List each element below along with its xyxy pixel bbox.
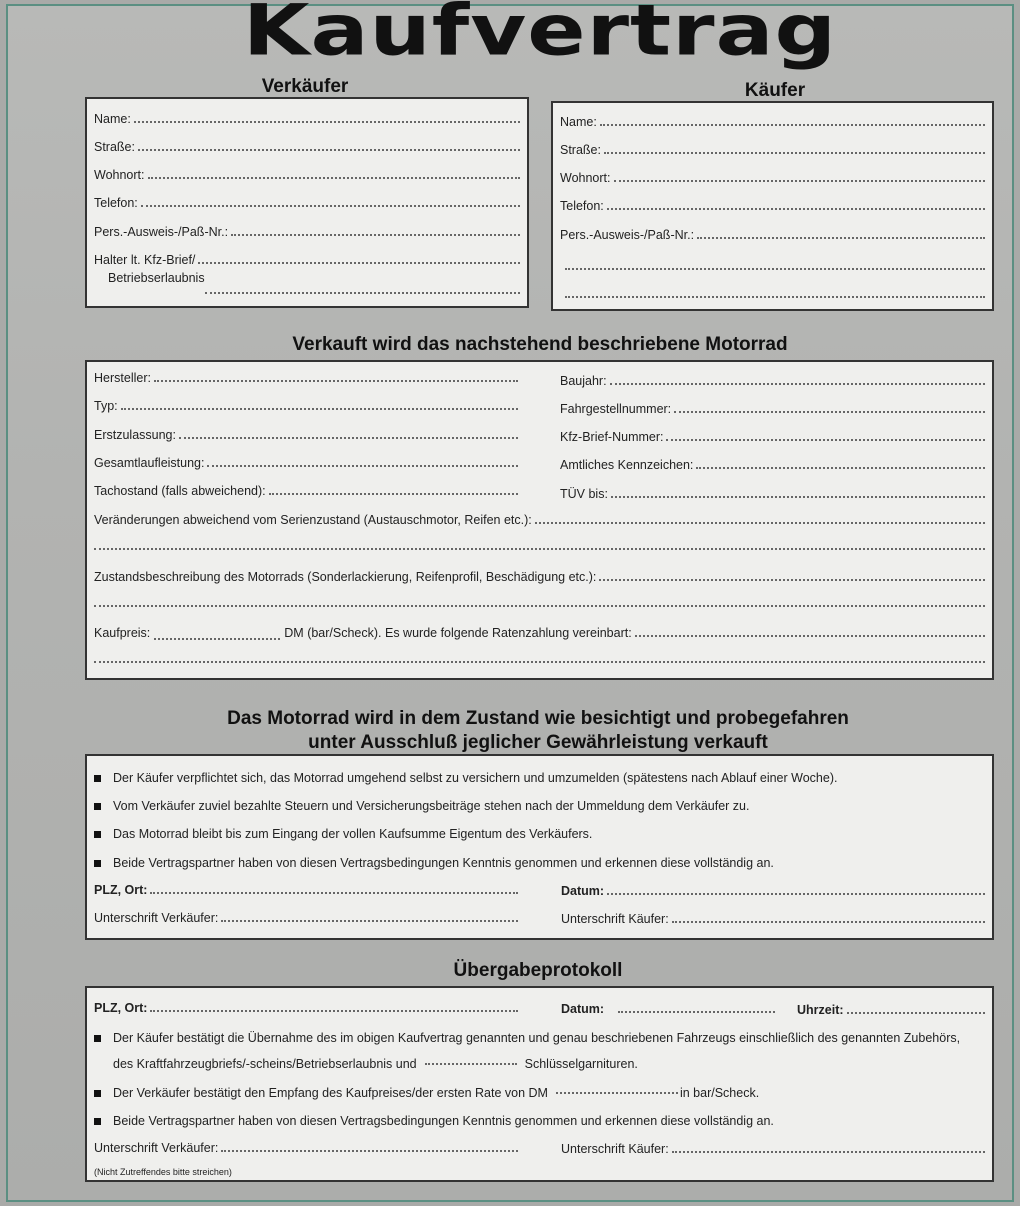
- handover-date-field[interactable]: Datum:: [561, 1002, 775, 1016]
- key-count-field[interactable]: [425, 1063, 517, 1065]
- vehicle-maker-field[interactable]: Hersteller:: [94, 371, 518, 385]
- vehicle-year-field[interactable]: Baujahr:: [560, 374, 985, 388]
- vehicle-first-reg-field[interactable]: Erstzulassung:: [94, 428, 518, 442]
- terms-heading-2: unter Ausschluß jeglicher Gewährleistung verkauft: [308, 732, 768, 753]
- bullet-square-icon: [94, 803, 101, 810]
- vehicle-vin-field[interactable]: Fahrgestellnummer:: [560, 402, 985, 416]
- vehicle-condition-field[interactable]: Zustandsbeschreibung des Motorrads (Sonderlackierung, Reifenprofil, Beschädigung etc.):: [94, 570, 985, 584]
- vehicle-changes-field[interactable]: Veränderungen abweichend vom Serienzustand (Austauschmotor, Reifen etc.):: [94, 513, 985, 527]
- vehicle-heading: Verkauft wird das nachstehend beschriebene Motorrad: [292, 334, 788, 355]
- terms-buyer-signature[interactable]: Unterschrift Käufer:: [561, 912, 985, 926]
- terms-seller-signature[interactable]: Unterschrift Verkäufer:: [94, 911, 518, 925]
- vehicle-condition-line[interactable]: [94, 605, 985, 607]
- handover-buyer-signature[interactable]: Unterschrift Käufer:: [561, 1142, 985, 1156]
- vehicle-price-line[interactable]: [94, 661, 985, 663]
- handover-bullet-3: Beide Vertragspartner haben von diesen Vertragsbedingungen Kenntnis genommen und erkennen diese vollständig an.: [94, 1114, 774, 1128]
- buyer-id-field[interactable]: Pers.-Ausweis-/Paß-Nr.:: [560, 228, 985, 242]
- terms-heading-1: Das Motorrad wird in dem Zustand wie besichtigt und probegefahren: [227, 708, 849, 729]
- terms-bullet-4: Beide Vertragspartner haben von diesen Vertragsbedingungen Kenntnis genommen und erkennen diese vollständig an.: [94, 856, 774, 870]
- terms-plz-field[interactable]: PLZ, Ort:: [94, 883, 518, 897]
- vehicle-type-field[interactable]: Typ:: [94, 399, 518, 413]
- terms-bullet-2: Vom Verkäufer zuviel bezahlte Steuern und Versicherungsbeiträge stehen nach der Ummeldung dem Verkäufer zu.: [94, 799, 750, 813]
- bullet-square-icon: [94, 1035, 101, 1042]
- bullet-square-icon: [94, 1090, 101, 1097]
- buyer-name-field[interactable]: Name:: [560, 115, 985, 129]
- seller-street-field[interactable]: Straße:: [94, 140, 520, 154]
- bullet-square-icon: [94, 860, 101, 867]
- vehicle-plate-field[interactable]: Amtliches Kennzeichen:: [560, 458, 985, 472]
- seller-heading: Verkäufer: [261, 76, 349, 97]
- rate-amount-field[interactable]: [556, 1092, 678, 1094]
- terms-bullet-3: Das Motorrad bleibt bis zum Eingang der vollen Kaufsumme Eigentum des Verkäufers.: [94, 827, 592, 841]
- seller-id-field[interactable]: Pers.-Ausweis-/Paß-Nr.:: [94, 225, 520, 239]
- bullet-square-icon: [94, 775, 101, 782]
- seller-name-field[interactable]: Name:: [94, 112, 520, 126]
- handover-heading: Übergabeprotokoll: [453, 960, 623, 981]
- vehicle-price-field[interactable]: Kaufpreis: DM (bar/Scheck). Es wurde folgende Ratenzahlung vereinbart:: [94, 626, 985, 640]
- vehicle-brief-field[interactable]: Kfz-Brief-Nummer:: [560, 430, 985, 444]
- handover-note: (Nicht Zutreffendes bitte streichen): [94, 1167, 232, 1177]
- handover-seller-signature[interactable]: Unterschrift Verkäufer:: [94, 1141, 518, 1155]
- vehicle-tuev-field[interactable]: TÜV bis:: [560, 487, 985, 501]
- handover-time-field[interactable]: Uhrzeit:: [797, 1003, 985, 1017]
- buyer-city-field[interactable]: Wohnort:: [560, 171, 985, 185]
- buyer-extra-line-1[interactable]: [565, 268, 985, 270]
- buyer-phone-field[interactable]: Telefon:: [560, 199, 985, 213]
- buyer-street-field[interactable]: Straße:: [560, 143, 985, 157]
- vehicle-mileage-field[interactable]: Gesamtlaufleistung:: [94, 456, 518, 470]
- terms-date-field[interactable]: Datum:: [561, 884, 985, 898]
- vehicle-tacho-field[interactable]: Tachostand (falls abweichend):: [94, 484, 518, 498]
- bullet-square-icon: [94, 831, 101, 838]
- handover-plz-field[interactable]: PLZ, Ort:: [94, 1001, 518, 1015]
- handover-bullet-2: Der Verkäufer bestätigt den Empfang des Kaufpreises/der ersten Rate von DM in bar/Scheck.: [94, 1086, 759, 1100]
- bullet-square-icon: [94, 1118, 101, 1125]
- vehicle-changes-line[interactable]: [94, 548, 985, 550]
- seller-holder-field[interactable]: Halter lt. Kfz-Brief/: [94, 253, 520, 267]
- terms-bullet-1: Der Käufer verpflichtet sich, das Motorrad umgehend selbst zu versichern und umzumelden (spätestens nach Ablauf einer Woche).: [94, 771, 837, 785]
- page-title: Kaufvertrag: [242, 0, 838, 72]
- seller-city-field[interactable]: Wohnort:: [94, 168, 520, 182]
- handover-bullet-1-cont: des Kraftfahrzeugbriefs/-scheins/Betriebserlaubnis und Schlüsselgarnituren.: [113, 1057, 638, 1071]
- seller-holder-line[interactable]: [205, 292, 520, 294]
- seller-phone-field[interactable]: Telefon:: [94, 196, 520, 210]
- seller-holder-label-2: Betriebserlaubnis: [108, 271, 205, 285]
- handover-bullet-1: Der Käufer bestätigt die Übernahme des im obigen Kaufvertrag genannten und genau beschriebenen Fahrzeugs einschließlich des genannten Zubehörs,: [94, 1031, 960, 1045]
- buyer-heading: Käufer: [744, 80, 806, 101]
- buyer-extra-line-2[interactable]: [565, 296, 985, 298]
